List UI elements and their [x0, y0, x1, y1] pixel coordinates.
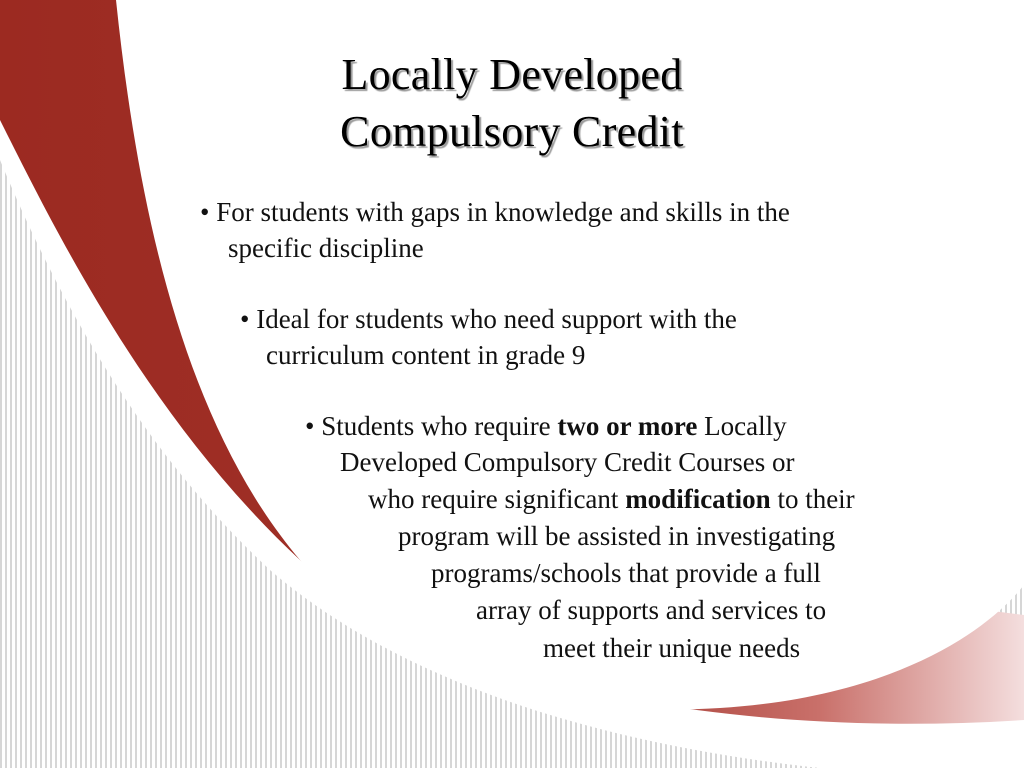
bullet-3-line-3-post: to their [770, 484, 855, 514]
title-line-1: Locally Developed [341, 50, 683, 99]
title-line-2: Compulsory Credit [340, 107, 684, 156]
bullet-1-line-1: • For students with gaps in knowledge and skills in the [200, 197, 790, 227]
bullet-3-line-1-post: Locally [697, 411, 787, 441]
bullet-3-line-1 [305, 408, 787, 444]
bullet-3-line-3 [368, 481, 855, 517]
bullet-3-line-5: programs/schools that provide a full [431, 558, 821, 588]
bullet-1-line-2: specific discipline [228, 233, 424, 263]
bullet-3-line-4: program will be assisted in investigating [398, 521, 836, 551]
bullet-3-line-2: Developed Compulsory Credit Courses or [340, 447, 795, 477]
slide-title [200, 46, 824, 160]
bullet-3-line-3-pre: who require significant [368, 484, 626, 514]
bullet-3-bold-two-or-more: two or more [557, 411, 698, 441]
bullet-2-line-1: • Ideal for students who need support with the [240, 304, 737, 334]
bullet-3-bold-modification: modification [625, 484, 771, 514]
bullet-3-line-1-pre: • Students who require [305, 411, 558, 441]
bullet-2-line-2: curriculum content in grade 9 [266, 340, 586, 370]
bullet-3-line-7: meet their unique needs [543, 633, 801, 663]
bullet-3-line-6: array of supports and services to [476, 595, 827, 625]
